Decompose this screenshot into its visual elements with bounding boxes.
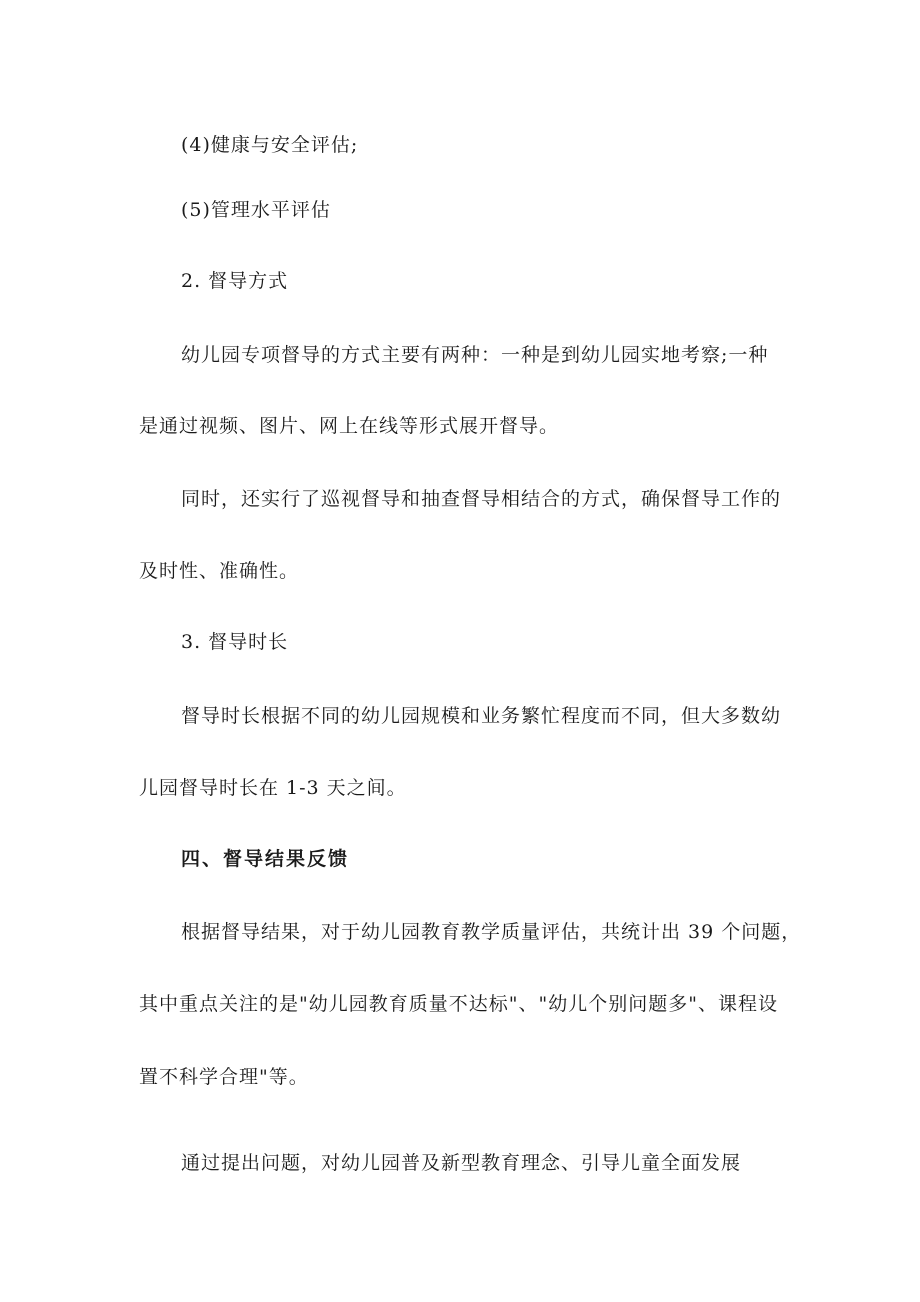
paragraph-line: 通过提出问题，对幼儿园普及新型教育理念、引导儿童全面发展 <box>181 1152 742 1174</box>
paragraph-line: 幼儿园专项督导的方式主要有两种：一种是到幼儿园实地考察;一种 <box>181 344 769 366</box>
paragraph-line: 及时性、准确性。 <box>139 560 300 582</box>
paragraph-line: 是通过视频、图片、网上在线等形式展开督导。 <box>139 415 560 437</box>
paragraph-line: 置不科学合理"等。 <box>139 1066 309 1088</box>
paragraph-line: 儿园督导时长在 1-3 天之间。 <box>139 777 407 799</box>
section-heading-feedback: 四、督导结果反馈 <box>181 848 350 870</box>
paragraph-line: 其中重点关注的是"幼儿园教育质量不达标"、"幼儿个别问题多"、课程设 <box>139 993 778 1015</box>
list-item-management: (5)管理水平评估 <box>181 199 331 221</box>
section-heading-method: 2. 督导方式 <box>181 270 289 292</box>
paragraph-line: 督导时长根据不同的幼儿园规模和业务繁忙程度而不同，但大多数幼 <box>181 705 782 727</box>
paragraph-line: 根据督导结果，对于幼儿园教育教学质量评估，共统计出 39 个问题， <box>181 921 802 943</box>
list-item-health-safety: (4)健康与安全评估; <box>181 134 359 156</box>
section-heading-duration: 3. 督导时长 <box>181 631 289 653</box>
paragraph-line: 同时，还实行了巡视督导和抽查督导相结合的方式，确保督导工作的 <box>181 488 782 510</box>
